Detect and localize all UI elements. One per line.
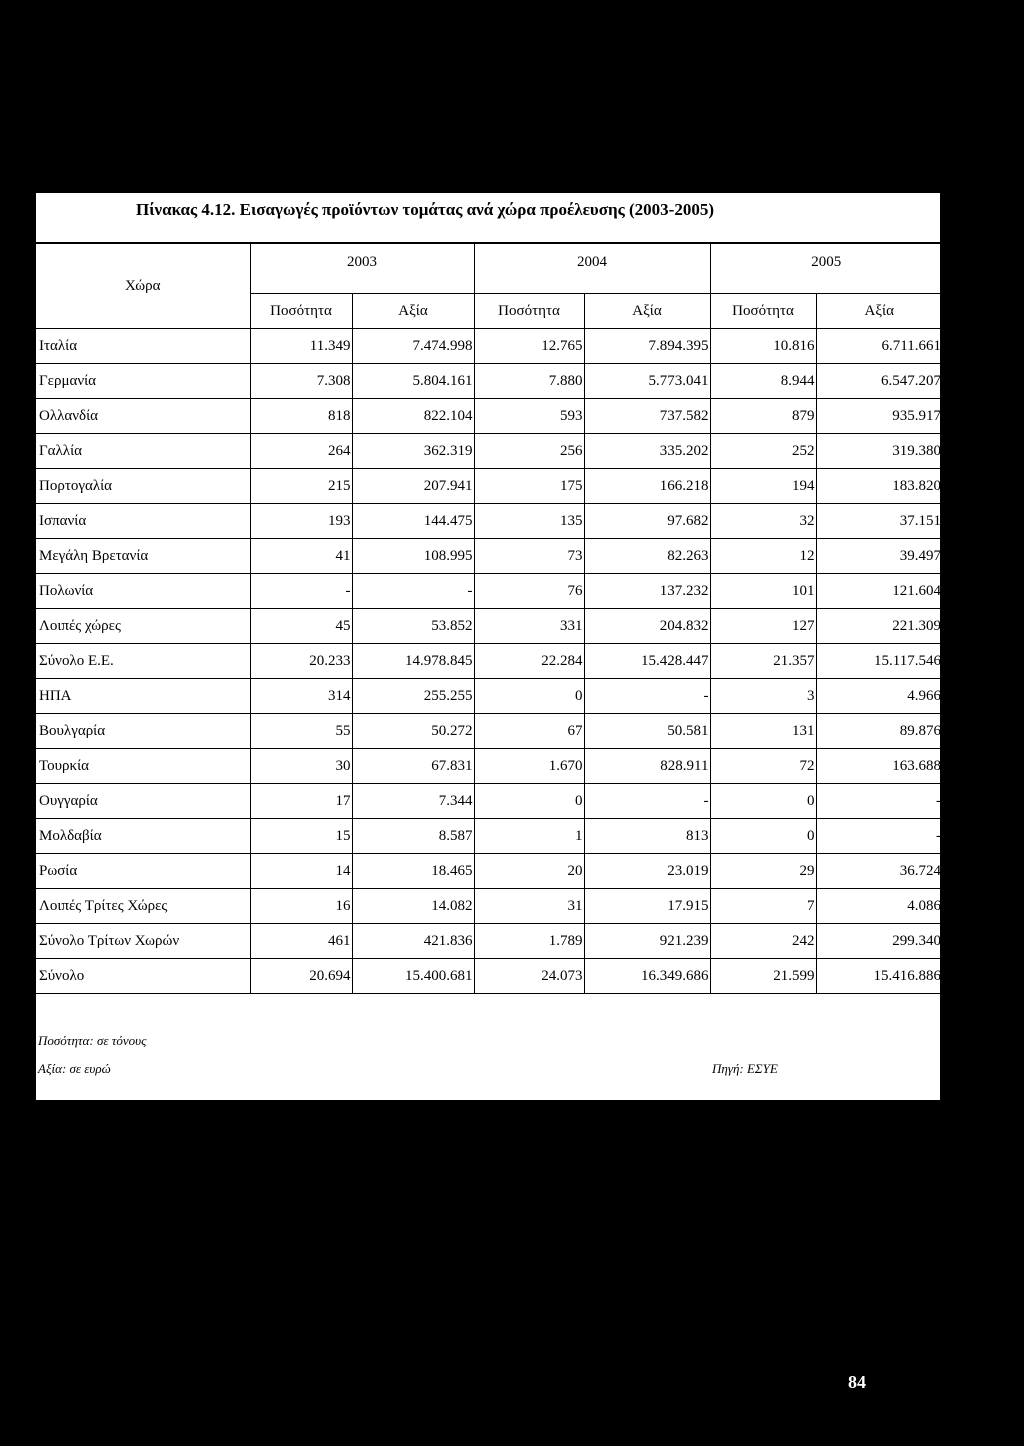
table-row <box>36 679 942 714</box>
value-cell: 15.400.681 <box>352 959 474 994</box>
value-cell: 5.804.161 <box>352 364 474 399</box>
value-cell: 163.688 <box>816 749 942 784</box>
quantity-cell: 0 <box>474 679 584 714</box>
quantity-cell: 131 <box>710 714 816 749</box>
table-row <box>36 959 942 994</box>
quantity-cell: 8.944 <box>710 364 816 399</box>
value-cell: 137.232 <box>584 574 710 609</box>
country-name: Ολλανδία <box>36 399 250 434</box>
value-cell: 50.581 <box>584 714 710 749</box>
country-name: Γερμανία <box>36 364 250 399</box>
quantity-cell: 242 <box>710 924 816 959</box>
quantity-cell: 11.349 <box>250 329 352 364</box>
country-name: Λοιπές Τρίτες Χώρες <box>36 889 250 924</box>
value-cell: - <box>816 819 942 854</box>
country-name: Ουγγαρία <box>36 784 250 819</box>
country-name: Βουλγαρία <box>36 714 250 749</box>
header-quantity-2004: Ποσότητα <box>474 294 584 329</box>
table-row <box>36 329 942 364</box>
quantity-cell: 29 <box>710 854 816 889</box>
quantity-cell: 21.357 <box>710 644 816 679</box>
quantity-cell: 55 <box>250 714 352 749</box>
value-unit-note: Αξία: σε ευρώ <box>38 1061 111 1076</box>
country-name: Ρωσία <box>36 854 250 889</box>
imports-table <box>36 243 942 994</box>
value-cell: 828.911 <box>584 749 710 784</box>
country-name: ΗΠΑ <box>36 679 250 714</box>
table-row <box>36 714 942 749</box>
value-cell: 36.724 <box>816 854 942 889</box>
quantity-cell: 45 <box>250 609 352 644</box>
quantity-cell: 0 <box>710 784 816 819</box>
value-cell: - <box>584 679 710 714</box>
value-cell: 221.309 <box>816 609 942 644</box>
table-row <box>36 644 942 679</box>
quantity-cell: 20.694 <box>250 959 352 994</box>
quantity-cell: 314 <box>250 679 352 714</box>
quantity-cell: 10.816 <box>710 329 816 364</box>
quantity-cell: - <box>250 574 352 609</box>
value-cell: 4.966 <box>816 679 942 714</box>
header-value-2003: Αξία <box>352 294 474 329</box>
quantity-cell: 127 <box>710 609 816 644</box>
value-cell: 53.852 <box>352 609 474 644</box>
country-name: Σύνολο <box>36 959 250 994</box>
quantity-cell: 135 <box>474 504 584 539</box>
quantity-cell: 30 <box>250 749 352 784</box>
value-cell: 255.255 <box>352 679 474 714</box>
table-row <box>36 784 942 819</box>
value-cell: 15.428.447 <box>584 644 710 679</box>
quantity-cell: 7 <box>710 889 816 924</box>
quantity-cell: 252 <box>710 434 816 469</box>
document-page <box>35 192 941 1101</box>
quantity-cell: 1 <box>474 819 584 854</box>
quantity-cell: 879 <box>710 399 816 434</box>
quantity-cell: 0 <box>710 819 816 854</box>
quantity-cell: 331 <box>474 609 584 644</box>
value-cell: 319.380 <box>816 434 942 469</box>
value-cell: 204.832 <box>584 609 710 644</box>
quantity-cell: 16 <box>250 889 352 924</box>
value-cell: 183.820 <box>816 469 942 504</box>
table-footer <box>36 1027 940 1102</box>
quantity-cell: 3 <box>710 679 816 714</box>
country-name: Σύνολο Ε.Ε. <box>36 644 250 679</box>
table-row <box>36 469 942 504</box>
value-cell: 97.682 <box>584 504 710 539</box>
value-cell: 207.941 <box>352 469 474 504</box>
value-cell: 822.104 <box>352 399 474 434</box>
quantity-cell: 264 <box>250 434 352 469</box>
header-year-2003: 2003 <box>250 244 474 294</box>
quantity-cell: 7.308 <box>250 364 352 399</box>
value-cell: 921.239 <box>584 924 710 959</box>
quantity-cell: 17 <box>250 784 352 819</box>
value-cell: 82.263 <box>584 539 710 574</box>
value-cell: 362.319 <box>352 434 474 469</box>
table-row <box>36 504 942 539</box>
country-name: Πορτογαλία <box>36 469 250 504</box>
value-cell: 421.836 <box>352 924 474 959</box>
quantity-cell: 20 <box>474 854 584 889</box>
quantity-cell: 14 <box>250 854 352 889</box>
quantity-cell: 73 <box>474 539 584 574</box>
value-cell: 14.978.845 <box>352 644 474 679</box>
value-cell: 737.582 <box>584 399 710 434</box>
quantity-cell: 12 <box>710 539 816 574</box>
quantity-cell: 24.073 <box>474 959 584 994</box>
value-cell: 4.086 <box>816 889 942 924</box>
value-cell: 89.876 <box>816 714 942 749</box>
table-row <box>36 889 942 924</box>
value-cell: 121.604 <box>816 574 942 609</box>
table-title: Πίνακας 4.12. Εισαγωγές προϊόντων τομάτας ανά χώρα προέλευσης (2003-2005) <box>36 193 940 243</box>
value-cell: 39.497 <box>816 539 942 574</box>
value-cell: 7.894.395 <box>584 329 710 364</box>
country-name: Τουρκία <box>36 749 250 784</box>
header-quantity-2005: Ποσότητα <box>710 294 816 329</box>
value-cell: - <box>352 574 474 609</box>
table-row <box>36 364 942 399</box>
value-cell: 108.995 <box>352 539 474 574</box>
value-cell: 6.711.661 <box>816 329 942 364</box>
value-cell: 37.151 <box>816 504 942 539</box>
value-cell: 14.082 <box>352 889 474 924</box>
quantity-cell: 22.284 <box>474 644 584 679</box>
quantity-cell: 15 <box>250 819 352 854</box>
value-cell: 7.344 <box>352 784 474 819</box>
value-cell: 15.416.886 <box>816 959 942 994</box>
value-cell: 23.019 <box>584 854 710 889</box>
value-cell: 7.474.998 <box>352 329 474 364</box>
country-name: Ιταλία <box>36 329 250 364</box>
quantity-cell: 0 <box>474 784 584 819</box>
country-name: Μεγάλη Βρετανία <box>36 539 250 574</box>
quantity-cell: 32 <box>710 504 816 539</box>
quantity-cell: 12.765 <box>474 329 584 364</box>
value-cell: 935.917 <box>816 399 942 434</box>
value-cell: 17.915 <box>584 889 710 924</box>
value-cell: 5.773.041 <box>584 364 710 399</box>
table-row <box>36 399 942 434</box>
quantity-cell: 41 <box>250 539 352 574</box>
value-cell: 18.465 <box>352 854 474 889</box>
table-row <box>36 924 942 959</box>
quantity-cell: 1.670 <box>474 749 584 784</box>
quantity-cell: 593 <box>474 399 584 434</box>
country-name: Πολωνία <box>36 574 250 609</box>
country-name: Γαλλία <box>36 434 250 469</box>
quantity-cell: 1.789 <box>474 924 584 959</box>
value-cell: - <box>584 784 710 819</box>
quantity-cell: 76 <box>474 574 584 609</box>
table-row <box>36 854 942 889</box>
value-cell: 50.272 <box>352 714 474 749</box>
quantity-cell: 193 <box>250 504 352 539</box>
value-cell: 6.547.207 <box>816 364 942 399</box>
table-row <box>36 434 942 469</box>
header-year-2005: 2005 <box>710 244 942 294</box>
quantity-cell: 20.233 <box>250 644 352 679</box>
header-quantity-2003: Ποσότητα <box>250 294 352 329</box>
quantity-cell: 461 <box>250 924 352 959</box>
value-cell: 813 <box>584 819 710 854</box>
quantity-cell: 72 <box>710 749 816 784</box>
quantity-unit-note: Ποσότητα: σε τόνους <box>38 1033 147 1048</box>
quantity-cell: 31 <box>474 889 584 924</box>
country-name: Μολδαβία <box>36 819 250 854</box>
quantity-cell: 101 <box>710 574 816 609</box>
quantity-cell: 194 <box>710 469 816 504</box>
header-year-2004: 2004 <box>474 244 710 294</box>
value-cell: 166.218 <box>584 469 710 504</box>
country-name: Λοιπές χώρες <box>36 609 250 644</box>
quantity-cell: 67 <box>474 714 584 749</box>
value-cell: 67.831 <box>352 749 474 784</box>
header-value-2004: Αξία <box>584 294 710 329</box>
quantity-cell: 7.880 <box>474 364 584 399</box>
value-cell: 335.202 <box>584 434 710 469</box>
country-name: Σύνολο Τρίτων Χωρών <box>36 924 250 959</box>
quantity-cell: 818 <box>250 399 352 434</box>
table-row <box>36 749 942 784</box>
page-number: 84 <box>848 1372 866 1392</box>
country-name: Ισπανία <box>36 504 250 539</box>
value-cell: 15.117.546 <box>816 644 942 679</box>
header-value-2005: Αξία <box>816 294 942 329</box>
value-cell: 299.340 <box>816 924 942 959</box>
table-row <box>36 819 942 854</box>
quantity-cell: 256 <box>474 434 584 469</box>
quantity-cell: 175 <box>474 469 584 504</box>
table-row <box>36 609 942 644</box>
value-cell: 8.587 <box>352 819 474 854</box>
value-cell: - <box>816 784 942 819</box>
table-row <box>36 574 942 609</box>
table-row <box>36 539 942 574</box>
header-country: Χώρα <box>36 244 250 329</box>
quantity-cell: 215 <box>250 469 352 504</box>
value-cell: 144.475 <box>352 504 474 539</box>
source-note: Πηγή: ΕΣΥΕ <box>712 1061 778 1076</box>
quantity-cell: 21.599 <box>710 959 816 994</box>
value-cell: 16.349.686 <box>584 959 710 994</box>
